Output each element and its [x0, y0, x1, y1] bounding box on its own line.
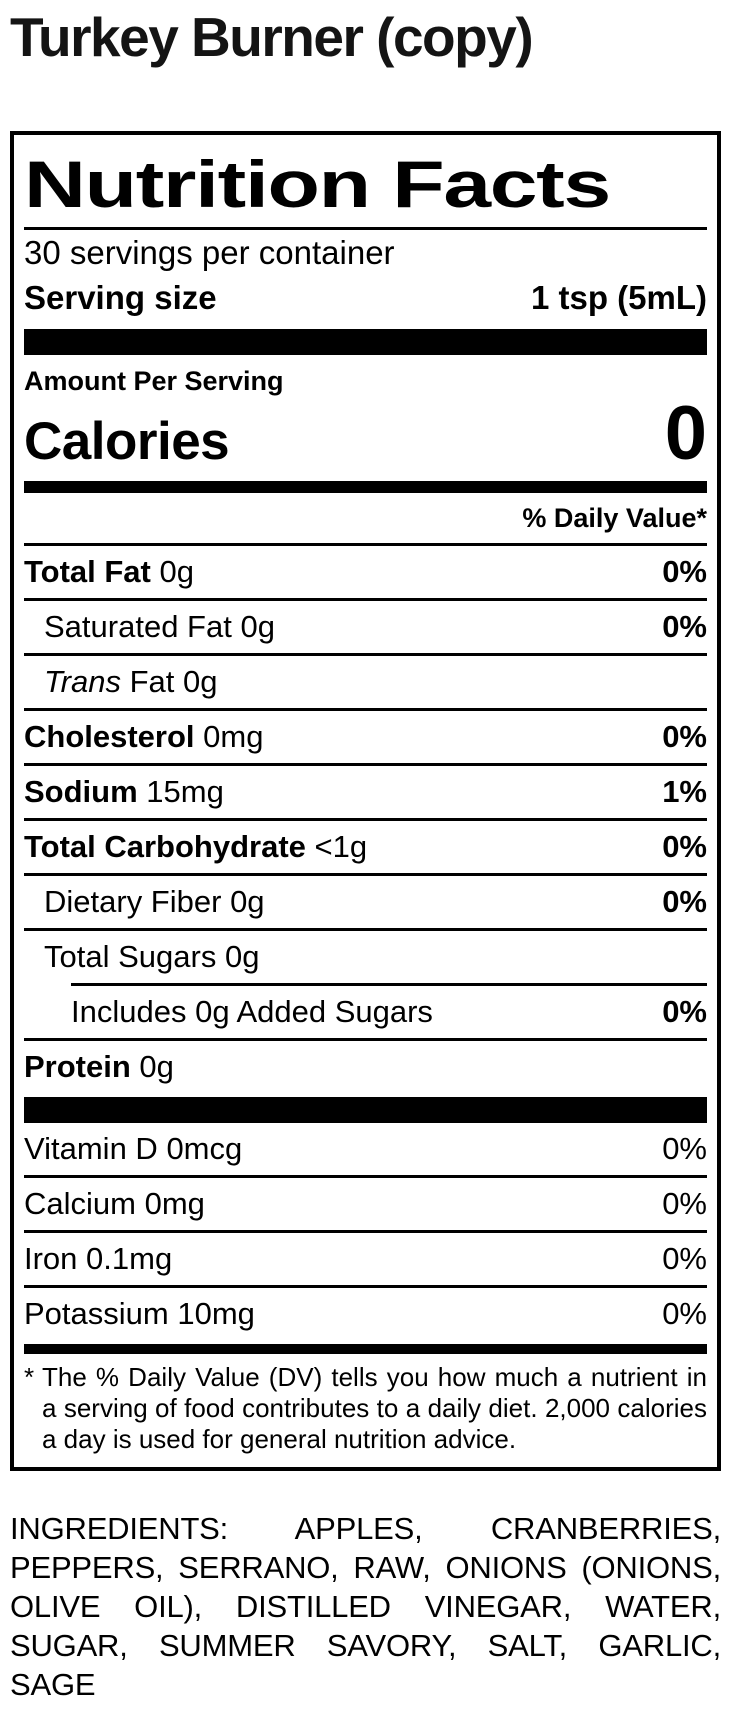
nutrient-name: Total Fat: [24, 554, 151, 589]
nutrient-name: Total Sugars: [44, 939, 217, 974]
row-potassium: [24, 1288, 707, 1340]
divider: [24, 227, 707, 230]
calories-row: [24, 391, 707, 476]
nutrient-name: Iron: [24, 1241, 78, 1276]
nutrient-name: Cholesterol: [24, 719, 195, 754]
nutrient-amount: 0g: [230, 884, 265, 919]
nutrient-name: Saturated Fat: [44, 609, 232, 644]
serving-size-row: [24, 275, 707, 321]
nutrient-dv: 0%: [662, 994, 707, 1029]
nutrient-name-amount: [24, 766, 224, 818]
nutrient-amount: 10mg: [177, 1296, 255, 1331]
nutrient-dv: 0%: [662, 1131, 707, 1166]
nutrient-name-amount: [24, 1041, 174, 1093]
nutrient-amount: 0g: [159, 554, 194, 589]
nutrient-name-amount: [24, 821, 367, 873]
page: [0, 6, 735, 1722]
nutrient-amount: <1g: [314, 829, 368, 864]
nutrient-name: Sodium: [24, 774, 138, 809]
nutrition-facts-title: [24, 141, 707, 227]
nutrient-name-amount: [24, 546, 194, 598]
row-iron: [24, 1233, 707, 1285]
nutrient-name-amount: [24, 1288, 255, 1340]
row-saturated-fat: [24, 601, 707, 653]
nutrient-amount: 0mcg: [166, 1131, 243, 1166]
nutrient-name-amount: [24, 1123, 242, 1175]
nutrient-amount: 0mg: [144, 1186, 205, 1221]
nutrient-dv: 0%: [662, 884, 707, 919]
nutrient-amount: 0g: [183, 664, 218, 699]
nutrient-amount: 0mg: [203, 719, 264, 754]
nutrient-amount: 0g: [240, 609, 275, 644]
row-dietary-fiber: [24, 876, 707, 928]
nutrient-dv: 0%: [662, 1296, 707, 1331]
nutrient-name: Total Carbohydrate: [24, 829, 306, 864]
row-protein: [24, 1041, 707, 1093]
footnote-text: The % Daily Value (DV) tells you how much a nutrient in a serving of food contributes to a daily diet. 2,000 calories a day is used for general nutrition advice.: [42, 1362, 707, 1454]
nutrient-name-amount: [24, 601, 275, 653]
footnote: [24, 1362, 707, 1455]
row-total-fat: [24, 546, 707, 598]
row-cholesterol: [24, 711, 707, 763]
row-sodium: [24, 766, 707, 818]
ingredients-text: INGREDIENTS: APPLES, CRANBERRIES, PEPPERS, SERRANO, RAW, ONIONS (ONIONS, OLIVE OIL), DISTILLED VINEGAR, WATER, SUGAR, SUMMER SAVORY, SALT, GARLIC, SAGE: [10, 1511, 721, 1702]
row-added-sugars: [24, 986, 707, 1038]
serving-size-value: 1 tsp (5mL): [530, 279, 707, 316]
calories-label: Calories: [24, 412, 230, 471]
nutrient-amount: 15mg: [146, 774, 224, 809]
nutrient-name: Vitamin D: [24, 1131, 158, 1166]
serving-size-label: Serving size: [24, 279, 217, 316]
nutrient-dv: 1%: [662, 774, 707, 809]
nutrient-amount: 0.1mg: [86, 1241, 173, 1276]
nutrient-dv: 0%: [662, 829, 707, 864]
nutrient-name: Fat: [129, 664, 175, 699]
nutrient-name-italic: Trans: [44, 664, 121, 699]
nutrient-name: Dietary Fiber: [44, 884, 222, 919]
row-total-carbohydrate: [24, 821, 707, 873]
nutrient-dv: 0%: [662, 554, 707, 589]
nutrient-name: Potassium: [24, 1296, 169, 1331]
nutrient-dv: 0%: [662, 1186, 707, 1221]
footnote-asterisk: *: [24, 1362, 35, 1392]
servings-per-container: 30 servings per container: [24, 234, 395, 271]
thick-divider-bar: [24, 1097, 707, 1123]
daily-value-header: % Daily Value*: [522, 503, 707, 533]
medium-divider-bar: [24, 481, 707, 493]
nutrition-facts-label: [10, 131, 721, 1471]
nutrient-name-amount: [24, 656, 217, 708]
calories-value: 0: [664, 391, 707, 476]
nutrient-name-amount: [24, 1178, 205, 1230]
nutrient-name-amount: [24, 931, 259, 983]
nutrient-name-amount: [24, 711, 263, 763]
nutrient-amount: 0g: [224, 939, 260, 974]
amount-per-serving-label: Amount Per Serving: [24, 366, 284, 396]
nutrient-dv: 0%: [662, 1241, 707, 1276]
row-trans-fat: [24, 656, 707, 708]
row-vitamin-d: [24, 1123, 707, 1175]
nutrient-dv: 0%: [662, 719, 707, 754]
nutrient-name-amount: [24, 876, 265, 928]
thick-divider-bar: [24, 329, 707, 355]
nutrient-name: Protein: [24, 1049, 131, 1084]
nutrient-name: Includes 0g Added Sugars: [71, 994, 433, 1029]
nutrient-amount: 0g: [139, 1049, 174, 1084]
nutrient-name: Calcium: [24, 1186, 136, 1221]
nutrition-facts-title-text: Nutrition Facts: [24, 147, 610, 221]
medium-divider-bar: [24, 1344, 707, 1354]
product-title: Turkey Burner (copy): [10, 6, 533, 68]
row-total-sugars: [24, 931, 707, 983]
nutrient-name-amount: [24, 1233, 172, 1285]
row-calcium: [24, 1178, 707, 1230]
nutrient-dv: 0%: [662, 609, 707, 644]
